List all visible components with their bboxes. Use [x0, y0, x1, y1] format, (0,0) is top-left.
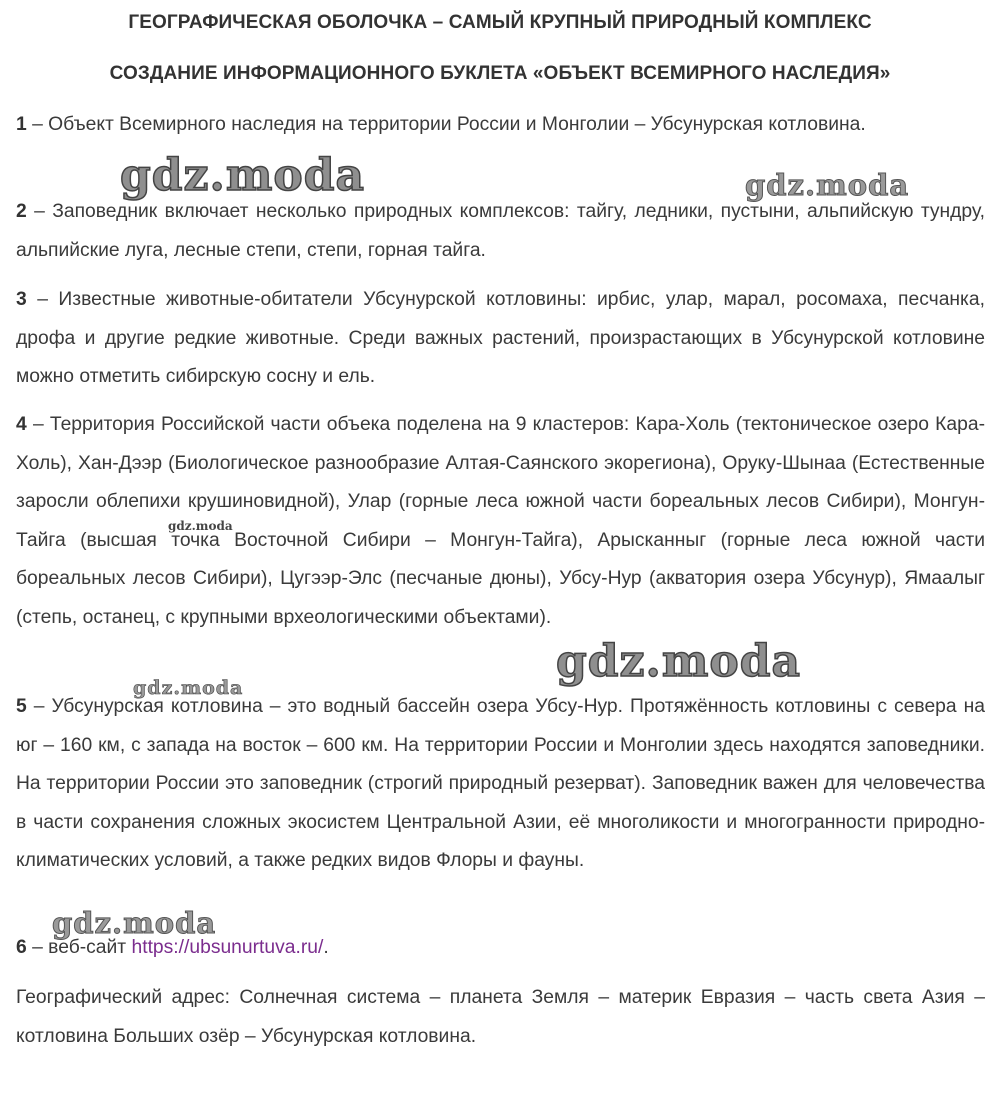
- item-number: 2: [16, 201, 27, 222]
- item-number: 1: [16, 114, 27, 135]
- watermark-logo: gdz.moda: [745, 168, 910, 202]
- geographic-address: Географический адрес: Солнечная система – планета Земля – материк Евразия – часть света Азия – котловина Больших озёр – Убсунурская котловина.: [16, 987, 985, 1047]
- watermark-logo: gdz.moda: [52, 906, 217, 940]
- item-number: 4: [16, 414, 27, 435]
- website-link[interactable]: https://ubsunurtuva.ru/: [131, 937, 324, 958]
- watermark-logo: gdz.moda: [133, 677, 244, 699]
- answer-item-5: [16, 688, 985, 881]
- item-text: – веб-сайт: [26, 937, 132, 958]
- item-text: – Известные животные-обитатели Убсунурской котловины: ирбис, улар, марал, росомаха, песчанка, дрофа и другие редкие животные. Среди важных растений, произрастающих в Убсунурской котловине можно отметить сибирскую сосну и ель.: [16, 289, 985, 387]
- answer-item-4: [16, 406, 985, 637]
- title-line-1: ГЕОГРАФИЧЕСКАЯ ОБОЛОЧКА – САМЫЙ КРУПНЫЙ ПРИРОДНЫЙ КОМПЛЕКС: [128, 12, 872, 33]
- watermark-logo: gdz.moda: [168, 519, 233, 533]
- title-line-2: СОЗДАНИЕ ИНФОРМАЦИОННОГО БУКЛЕТА «ОБЪЕКТ ВСЕМИРНОГО НАСЛЕДИЯ»: [109, 63, 891, 84]
- item-number: 6: [16, 937, 27, 958]
- watermark-logo: gdz.moda: [556, 636, 802, 687]
- item-text: – Убсунурская котловина – это водный бассейн озера Убсу-Нур. Протяжённость котловины с севера на юг – 160 км, с запада на восток – 600 км. На территории России и Монголии здесь находятся заповедники. На территории России это заповедник (строгий природный резерват). Заповедник важен для человечества в части сохранения сложных экосистем Центральной Азии, её многоликости и многогранности природно-климатических условий, а также редких видов Флоры и фауны.: [16, 696, 985, 871]
- watermark-logo: gdz.moda: [120, 150, 366, 201]
- answer-item-3: [16, 281, 985, 397]
- item-number: 5: [16, 696, 27, 717]
- item-number: 3: [16, 289, 27, 310]
- answer-item-6: 6 – веб-сайт https://ubsunurtuva.ru/.: [16, 937, 329, 958]
- item-text: – Объект Всемирного наследия на территории России и Монголии – Убсунурская котловина.: [26, 114, 866, 135]
- answer-item-2: [16, 193, 985, 270]
- answer-item-1: [16, 106, 985, 145]
- item-text: – Заповедник включает несколько природных комплексов: тайгу, ледники, пустыни, альпийскую тундру, альпийские луга, лесные степи, степи, горная тайга.: [16, 201, 985, 261]
- item-text: – Территория Российской части объека поделена на 9 кластеров: Кара-Холь (тектоническое озеро Кара-Холь), Хан-Дээр (Биологическое разнообразие Алтая-Саянского экорегиона), Оруку-Шынаа (Естественные заросли облепихи крушиновидной), Улар (горные леса южной части бореальных лесов Сибири), Монгун-Тайга (высшая точка Восточной Сибири – Монгун-Тайга), Арысканныг (горные леса южной части бореальных лесов Сибири), Цугээр-Элс (песчаные дюны), Убсу-Нур (акватория озера Убсунур), Ямаалыг (степь, останец, с крупными врхеологическими объектами).: [16, 414, 985, 628]
